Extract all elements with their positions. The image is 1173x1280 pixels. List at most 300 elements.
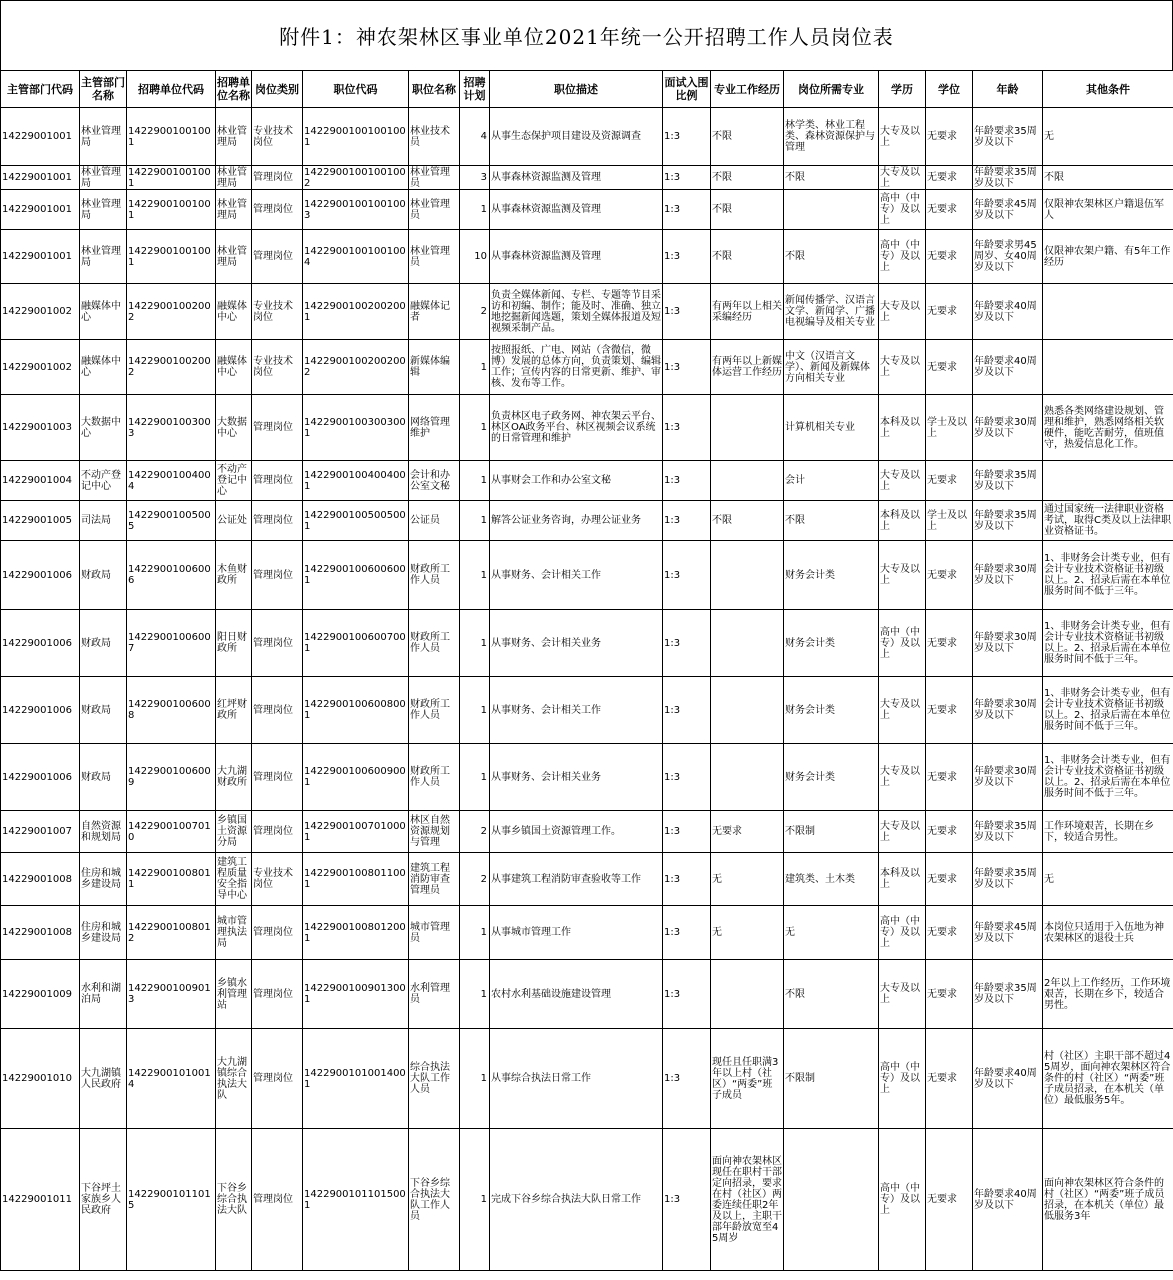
degree-cell: 无要求 <box>926 541 973 610</box>
interview-ratio-cell: 1:3 <box>663 501 711 541</box>
position-name-cell: 新媒体编辑 <box>409 340 460 395</box>
dept-code-cell: 14229001008 <box>1 853 80 906</box>
position-name-cell: 财政所工作人员 <box>409 541 460 610</box>
header-cell: 专业工作经历 <box>711 71 784 108</box>
other-conditions-cell: 2年以上工作经历，工作环境艰苦，长期在乡下，较适合男性。 <box>1043 960 1173 1029</box>
degree-cell: 无要求 <box>926 340 973 395</box>
description-cell: 从事建筑工程消防审查验收等工作 <box>490 853 663 906</box>
unit-name-cell: 大数据中心 <box>216 395 252 461</box>
unit-name-cell: 城市管理执法局 <box>216 906 252 960</box>
unit-name-cell: 林业管理局 <box>216 190 252 230</box>
experience-cell <box>711 541 784 610</box>
age-cell: 年龄要求35周岁及以下 <box>973 811 1043 853</box>
unit-name-cell: 建筑工程质量安全指导中心 <box>216 853 252 906</box>
major-cell: 不限 <box>784 166 879 190</box>
position-name-cell: 网络管理维护 <box>409 395 460 461</box>
unit-name-cell: 乡镇水利管理站 <box>216 960 252 1029</box>
degree-cell: 无要求 <box>926 166 973 190</box>
quota-cell: 2 <box>460 853 490 906</box>
unit-code-cell: 14229001006009 <box>127 744 216 811</box>
unit-code-cell: 14229001005005 <box>127 501 216 541</box>
description-cell: 按照报纸、广电、网站（含微信，微博）发展的总体方向，负责策划、编辑工作；宣传内容的日常更新、维护、审核、发布等工作。 <box>490 340 663 395</box>
major-cell: 财务会计类 <box>784 541 879 610</box>
education-cell: 大专及以上 <box>879 744 926 811</box>
table-row <box>1 340 1173 395</box>
table-row <box>1 230 1173 284</box>
unit-name-cell: 不动产登记中心 <box>216 461 252 501</box>
description-cell: 解答公证业务咨询，办理公证业务 <box>490 501 663 541</box>
age-cell: 年龄要求30周岁及以下 <box>973 610 1043 677</box>
other-conditions-cell: 不限 <box>1043 166 1173 190</box>
table-header-row <box>1 71 1173 108</box>
unit-name-cell: 大九湖财政所 <box>216 744 252 811</box>
other-conditions-cell: 仅限神农架林区户籍退伍军人 <box>1043 190 1173 230</box>
position-name-cell: 综合执法大队工作人员 <box>409 1029 460 1129</box>
position-code-cell: 14229001005005001 <box>303 501 409 541</box>
post-type-cell: 管理岗位 <box>252 230 303 284</box>
description-cell: 从事财会工作和办公室文秘 <box>490 461 663 501</box>
experience-cell: 无要求 <box>711 811 784 853</box>
post-type-cell: 管理岗位 <box>252 1029 303 1129</box>
dept-name-cell: 不动产登记中心 <box>80 461 127 501</box>
description-cell: 从事财务、会计相关工作 <box>490 541 663 610</box>
quota-cell: 1 <box>460 1129 490 1271</box>
position-code-cell: 14229001006007001 <box>303 610 409 677</box>
unit-code-cell: 14229001010014 <box>127 1029 216 1129</box>
post-type-cell: 管理岗位 <box>252 501 303 541</box>
unit-code-cell: 14229001001001 <box>127 166 216 190</box>
interview-ratio-cell: 1:3 <box>663 906 711 960</box>
interview-ratio-cell: 1:3 <box>663 395 711 461</box>
education-cell: 本科及以上 <box>879 501 926 541</box>
post-type-cell: 管理岗位 <box>252 541 303 610</box>
age-cell: 年龄要求40周岁及以下 <box>973 1129 1043 1271</box>
table-row <box>1 166 1173 190</box>
age-cell: 年龄要求45周岁及以下 <box>973 190 1043 230</box>
table-row <box>1 108 1173 166</box>
table-row <box>1 501 1173 541</box>
education-cell: 高中（中专）及以上 <box>879 1029 926 1129</box>
position-name-cell: 林业管理员 <box>409 230 460 284</box>
education-cell: 高中（中专）及以上 <box>879 190 926 230</box>
experience-cell: 不限 <box>711 190 784 230</box>
dept-code-cell: 14229001006 <box>1 744 80 811</box>
post-type-cell: 专业技术岗位 <box>252 853 303 906</box>
major-cell: 新闻传播学、汉语言文学、新闻学、广播电视编导及相关专业 <box>784 284 879 340</box>
dept-code-cell: 14229001009 <box>1 960 80 1029</box>
dept-name-cell: 林业管理局 <box>80 166 127 190</box>
quota-cell: 10 <box>460 230 490 284</box>
experience-cell <box>711 461 784 501</box>
unit-name-cell: 林业管理局 <box>216 230 252 284</box>
header-cell: 职位描述 <box>490 71 663 108</box>
dept-name-cell: 下谷坪土家族乡人民政府 <box>80 1129 127 1271</box>
quota-cell: 1 <box>460 395 490 461</box>
education-cell: 大专及以上 <box>879 461 926 501</box>
education-cell: 大专及以上 <box>879 960 926 1029</box>
degree-cell: 无要求 <box>926 284 973 340</box>
position-code-cell: 14229001001001002 <box>303 166 409 190</box>
description-cell: 从事财务、会计相关业务 <box>490 744 663 811</box>
dept-name-cell: 司法局 <box>80 501 127 541</box>
interview-ratio-cell: 1:3 <box>663 166 711 190</box>
position-code-cell: 14229001006009001 <box>303 744 409 811</box>
table-row <box>1 906 1173 960</box>
other-conditions-cell: 村（社区）主职干部不超过45周岁，面向神农架林区符合条件的村（社区）“两委”班子成员招录，在本机关（单位）最低服务5年。 <box>1043 1029 1173 1129</box>
post-type-cell: 管理岗位 <box>252 461 303 501</box>
table-row <box>1 1129 1173 1271</box>
unit-code-cell: 14229001011015 <box>127 1129 216 1271</box>
dept-name-cell: 大数据中心 <box>80 395 127 461</box>
post-type-cell: 管理岗位 <box>252 811 303 853</box>
position-code-cell: 14229001007010001 <box>303 811 409 853</box>
post-type-cell: 管理岗位 <box>252 166 303 190</box>
age-cell: 年龄要求35周岁及以下 <box>973 853 1043 906</box>
position-code-cell: 14229001008011001 <box>303 853 409 906</box>
post-type-cell: 管理岗位 <box>252 906 303 960</box>
interview-ratio-cell: 1:3 <box>663 1129 711 1271</box>
major-cell: 计算机相关专业 <box>784 395 879 461</box>
unit-code-cell: 14229001001001 <box>127 230 216 284</box>
experience-cell <box>711 960 784 1029</box>
other-conditions-cell: 工作环境艰苦，长期在乡下，较适合男性。 <box>1043 811 1173 853</box>
major-cell: 建筑类、土木类 <box>784 853 879 906</box>
degree-cell: 无要求 <box>926 906 973 960</box>
dept-name-cell: 林业管理局 <box>80 190 127 230</box>
major-cell: 不限 <box>784 230 879 284</box>
dept-name-cell: 财政局 <box>80 541 127 610</box>
quota-cell: 4 <box>460 108 490 166</box>
major-cell: 无 <box>784 906 879 960</box>
experience-cell <box>711 395 784 461</box>
major-cell: 林学类、林业工程类、森林资源保护与管理 <box>784 108 879 166</box>
description-cell: 从事森林资源监测及管理 <box>490 190 663 230</box>
experience-cell: 无 <box>711 853 784 906</box>
description-cell: 从事财务、会计相关业务 <box>490 610 663 677</box>
interview-ratio-cell: 1:3 <box>663 744 711 811</box>
major-cell: 不限制 <box>784 811 879 853</box>
other-conditions-cell: 1、非财务会计类专业，但有会计专业技术资格证书初级以上。2、招录后需在本单位服务时间不低于三年。 <box>1043 541 1173 610</box>
quota-cell: 3 <box>460 166 490 190</box>
degree-cell: 学士及以上 <box>926 395 973 461</box>
interview-ratio-cell: 1:3 <box>663 340 711 395</box>
degree-cell: 无要求 <box>926 610 973 677</box>
interview-ratio-cell: 1:3 <box>663 677 711 744</box>
experience-cell: 面向神农架林区现任在职村干部定向招录，要求在村（社区）两委连续任职2年及以上，主职干部年龄放宽至45周岁 <box>711 1129 784 1271</box>
major-cell: 会计 <box>784 461 879 501</box>
dept-name-cell: 财政局 <box>80 677 127 744</box>
post-type-cell: 管理岗位 <box>252 677 303 744</box>
post-type-cell: 管理岗位 <box>252 610 303 677</box>
other-conditions-cell: 仅限神农架户籍、有5年工作经历 <box>1043 230 1173 284</box>
age-cell: 年龄要求35周岁及以下 <box>973 960 1043 1029</box>
quota-cell: 1 <box>460 461 490 501</box>
degree-cell: 无要求 <box>926 461 973 501</box>
quota-cell: 1 <box>460 340 490 395</box>
position-name-cell: 融媒体记者 <box>409 284 460 340</box>
unit-code-cell: 14229001001001 <box>127 108 216 166</box>
quota-cell: 1 <box>460 677 490 744</box>
header-cell: 招聘计划 <box>460 71 490 108</box>
unit-code-cell: 14229001004004 <box>127 461 216 501</box>
header-cell: 岗位所需专业 <box>784 71 879 108</box>
header-cell: 主管部门名称 <box>80 71 127 108</box>
experience-cell: 有两年以上相关采编经历 <box>711 284 784 340</box>
header-cell: 招聘单位代码 <box>127 71 216 108</box>
dept-code-cell: 14229001001 <box>1 166 80 190</box>
position-code-cell: 14229001002002002 <box>303 340 409 395</box>
age-cell: 年龄要求35周岁及以下 <box>973 166 1043 190</box>
post-type-cell: 专业技术岗位 <box>252 108 303 166</box>
position-code-cell: 14229001008012001 <box>303 906 409 960</box>
unit-code-cell: 14229001002002 <box>127 340 216 395</box>
interview-ratio-cell: 1:3 <box>663 853 711 906</box>
dept-code-cell: 14229001002 <box>1 340 80 395</box>
position-name-cell: 财政所工作人员 <box>409 744 460 811</box>
position-name-cell: 林业技术员 <box>409 108 460 166</box>
other-conditions-cell <box>1043 340 1173 395</box>
dept-code-cell: 14229001007 <box>1 811 80 853</box>
dept-code-cell: 14229001002 <box>1 284 80 340</box>
position-code-cell: 14229001001001003 <box>303 190 409 230</box>
education-cell: 高中（中专）及以上 <box>879 610 926 677</box>
education-cell: 大专及以上 <box>879 166 926 190</box>
post-type-cell: 管理岗位 <box>252 744 303 811</box>
major-cell <box>784 1129 879 1271</box>
post-type-cell: 管理岗位 <box>252 190 303 230</box>
major-cell: 不限 <box>784 501 879 541</box>
other-conditions-cell <box>1043 461 1173 501</box>
quota-cell: 1 <box>460 744 490 811</box>
education-cell: 本科及以上 <box>879 395 926 461</box>
unit-name-cell: 林业管理局 <box>216 166 252 190</box>
position-name-cell: 城市管理员 <box>409 906 460 960</box>
dept-name-cell: 财政局 <box>80 744 127 811</box>
degree-cell: 无要求 <box>926 744 973 811</box>
interview-ratio-cell: 1:3 <box>663 541 711 610</box>
age-cell: 年龄要求45周岁及以下 <box>973 906 1043 960</box>
unit-code-cell: 14229001003003 <box>127 395 216 461</box>
header-cell: 学位 <box>926 71 973 108</box>
post-type-cell: 管理岗位 <box>252 395 303 461</box>
age-cell: 年龄要求40周岁及以下 <box>973 340 1043 395</box>
age-cell: 年龄要求35周岁及以下 <box>973 461 1043 501</box>
header-cell: 主管部门代码 <box>1 71 80 108</box>
major-cell: 不限 <box>784 960 879 1029</box>
quota-cell: 1 <box>460 541 490 610</box>
dept-name-cell: 大九湖镇人民政府 <box>80 1029 127 1129</box>
education-cell: 高中（中专）及以上 <box>879 1129 926 1271</box>
quota-cell: 1 <box>460 190 490 230</box>
description-cell: 从事生态保护项目建设及资源调查 <box>490 108 663 166</box>
age-cell: 年龄要求35周岁及以下 <box>973 108 1043 166</box>
position-code-cell: 14229001001001004 <box>303 230 409 284</box>
table-row <box>1 541 1173 610</box>
other-conditions-cell: 通过国家统一法律职业资格考试，取得C类及以上法律职业资格证书。 <box>1043 501 1173 541</box>
unit-name-cell: 公证处 <box>216 501 252 541</box>
description-cell: 负责林区电子政务网、神农架云平台、林区OA政务平台、林区视频会议系统的日常管理和维护 <box>490 395 663 461</box>
degree-cell: 无要求 <box>926 853 973 906</box>
dept-name-cell: 住房和城乡建设局 <box>80 906 127 960</box>
dept-code-cell: 14229001005 <box>1 501 80 541</box>
unit-code-cell: 14229001001001 <box>127 190 216 230</box>
position-name-cell: 建筑工程消防审查管理员 <box>409 853 460 906</box>
dept-code-cell: 14229001003 <box>1 395 80 461</box>
dept-code-cell: 14229001006 <box>1 541 80 610</box>
interview-ratio-cell: 1:3 <box>663 1029 711 1129</box>
unit-name-cell: 融媒体中心 <box>216 284 252 340</box>
header-cell: 职位代码 <box>303 71 409 108</box>
education-cell: 大专及以上 <box>879 541 926 610</box>
post-type-cell: 专业技术岗位 <box>252 284 303 340</box>
experience-cell <box>711 610 784 677</box>
experience-cell: 不限 <box>711 501 784 541</box>
position-code-cell: 14229001006006001 <box>303 541 409 610</box>
table-row <box>1 461 1173 501</box>
education-cell: 高中（中专）及以上 <box>879 906 926 960</box>
header-cell: 年龄 <box>973 71 1043 108</box>
unit-code-cell: 14229001002002 <box>127 284 216 340</box>
major-cell <box>784 190 879 230</box>
unit-name-cell: 乡镇国土资源分局 <box>216 811 252 853</box>
table-row <box>1 395 1173 461</box>
unit-name-cell: 下谷乡综合执法大队 <box>216 1129 252 1271</box>
position-code-cell: 14229001002002001 <box>303 284 409 340</box>
table-row <box>1 811 1173 853</box>
description-cell: 从事森林资源监测及管理 <box>490 230 663 284</box>
other-conditions-cell: 熟悉各类网络建设规划、管理和维护，熟悉网络相关软硬件，能吃苦耐劳，值班值守，热爱信息化工作。 <box>1043 395 1173 461</box>
unit-code-cell: 14229001008011 <box>127 853 216 906</box>
table-row <box>1 284 1173 340</box>
major-cell: 财务会计类 <box>784 744 879 811</box>
degree-cell: 无要求 <box>926 108 973 166</box>
dept-code-cell: 14229001001 <box>1 108 80 166</box>
dept-name-cell: 融媒体中心 <box>80 284 127 340</box>
education-cell: 大专及以上 <box>879 677 926 744</box>
table-row <box>1 610 1173 677</box>
header-cell: 学历 <box>879 71 926 108</box>
age-cell: 年龄要求男45周岁、女40周岁及以下 <box>973 230 1043 284</box>
other-conditions-cell: 面向神农架林区符合条件的村（社区）“两委”班子成员招录，在本机关（单位）最低服务3年 <box>1043 1129 1173 1271</box>
position-name-cell: 林业管理员 <box>409 190 460 230</box>
education-cell: 本科及以上 <box>879 853 926 906</box>
positions-table <box>0 70 1173 1271</box>
quota-cell: 1 <box>460 501 490 541</box>
quota-cell: 2 <box>460 284 490 340</box>
interview-ratio-cell: 1:3 <box>663 461 711 501</box>
experience-cell <box>711 677 784 744</box>
header-cell: 面试入围比例 <box>663 71 711 108</box>
unit-name-cell: 大九湖镇综合执法大队 <box>216 1029 252 1129</box>
other-conditions-cell: 1、非财务会计类专业，但有会计专业技术资格证书初级以上。2、招录后需在本单位服务时间不低于三年。 <box>1043 677 1173 744</box>
age-cell: 年龄要求40周岁及以下 <box>973 284 1043 340</box>
unit-code-cell: 14229001007010 <box>127 811 216 853</box>
dept-name-cell: 财政局 <box>80 610 127 677</box>
age-cell: 年龄要求40周岁及以下 <box>973 1029 1043 1129</box>
dept-name-cell: 林业管理局 <box>80 108 127 166</box>
position-name-cell: 林业管理员 <box>409 166 460 190</box>
post-type-cell: 管理岗位 <box>252 960 303 1029</box>
degree-cell: 学士及以上 <box>926 501 973 541</box>
unit-name-cell: 融媒体中心 <box>216 340 252 395</box>
other-conditions-cell: 1、非财务会计类专业，但有会计专业技术资格证书初级以上。2、招录后需在本单位服务时间不低于三年。 <box>1043 744 1173 811</box>
quota-cell: 1 <box>460 960 490 1029</box>
dept-code-cell: 14229001008 <box>1 906 80 960</box>
dept-code-cell: 14229001006 <box>1 610 80 677</box>
degree-cell: 无要求 <box>926 1129 973 1271</box>
experience-cell: 不限 <box>711 108 784 166</box>
interview-ratio-cell: 1:3 <box>663 960 711 1029</box>
dept-code-cell: 14229001004 <box>1 461 80 501</box>
post-type-cell: 管理岗位 <box>252 1129 303 1271</box>
interview-ratio-cell: 1:3 <box>663 284 711 340</box>
unit-name-cell: 木鱼财政所 <box>216 541 252 610</box>
interview-ratio-cell: 1:3 <box>663 811 711 853</box>
unit-name-cell: 阳日财政所 <box>216 610 252 677</box>
age-cell: 年龄要求30周岁及以下 <box>973 541 1043 610</box>
unit-code-cell: 14229001006007 <box>127 610 216 677</box>
unit-code-cell: 14229001009013 <box>127 960 216 1029</box>
table-row <box>1 960 1173 1029</box>
age-cell: 年龄要求35周岁及以下 <box>973 501 1043 541</box>
experience-cell: 无 <box>711 906 784 960</box>
dept-name-cell: 融媒体中心 <box>80 340 127 395</box>
description-cell: 完成下谷乡综合执法大队日常工作 <box>490 1129 663 1271</box>
education-cell: 高中（中专）及以上 <box>879 230 926 284</box>
table-row <box>1 190 1173 230</box>
position-name-cell: 财政所工作人员 <box>409 610 460 677</box>
dept-name-cell: 住房和城乡建设局 <box>80 853 127 906</box>
degree-cell: 无要求 <box>926 960 973 1029</box>
description-cell: 从事乡镇国土资源管理工作。 <box>490 811 663 853</box>
interview-ratio-cell: 1:3 <box>663 610 711 677</box>
education-cell: 大专及以上 <box>879 811 926 853</box>
position-code-cell: 14229001006008001 <box>303 677 409 744</box>
table-row <box>1 1029 1173 1129</box>
position-code-cell: 14229001004004001 <box>303 461 409 501</box>
quota-cell: 2 <box>460 811 490 853</box>
degree-cell: 无要求 <box>926 1029 973 1129</box>
quota-cell: 1 <box>460 610 490 677</box>
experience-cell: 现任且任职满3年以上村（社区）“两委”班子成员 <box>711 1029 784 1129</box>
position-name-cell: 林区自然资源规划与管理 <box>409 811 460 853</box>
experience-cell: 不限 <box>711 230 784 284</box>
major-cell: 不限制 <box>784 1029 879 1129</box>
position-name-cell: 会计和办公室文秘 <box>409 461 460 501</box>
other-conditions-cell: 本岗位只适用于入伍地为神农架林区的退役士兵 <box>1043 906 1173 960</box>
dept-code-cell: 14229001006 <box>1 677 80 744</box>
other-conditions-cell <box>1043 284 1173 340</box>
dept-code-cell: 14229001001 <box>1 190 80 230</box>
dept-code-cell: 14229001010 <box>1 1029 80 1129</box>
description-cell: 从事城市管理工作 <box>490 906 663 960</box>
dept-code-cell: 14229001011 <box>1 1129 80 1271</box>
education-cell: 大专及以上 <box>879 340 926 395</box>
header-cell: 其他条件 <box>1043 71 1173 108</box>
position-code-cell: 14229001011015001 <box>303 1129 409 1271</box>
education-cell: 大专及以上 <box>879 284 926 340</box>
other-conditions-cell: 无 <box>1043 853 1173 906</box>
unit-code-cell: 14229001006008 <box>127 677 216 744</box>
position-code-cell: 14229001003003001 <box>303 395 409 461</box>
age-cell: 年龄要求30周岁及以下 <box>973 677 1043 744</box>
experience-cell: 有两年以上新媒体运营工作经历 <box>711 340 784 395</box>
header-cell: 招聘单位名称 <box>216 71 252 108</box>
description-cell: 从事综合执法日常工作 <box>490 1029 663 1129</box>
degree-cell: 无要求 <box>926 190 973 230</box>
interview-ratio-cell: 1:3 <box>663 190 711 230</box>
position-code-cell: 14229001010014001 <box>303 1029 409 1129</box>
